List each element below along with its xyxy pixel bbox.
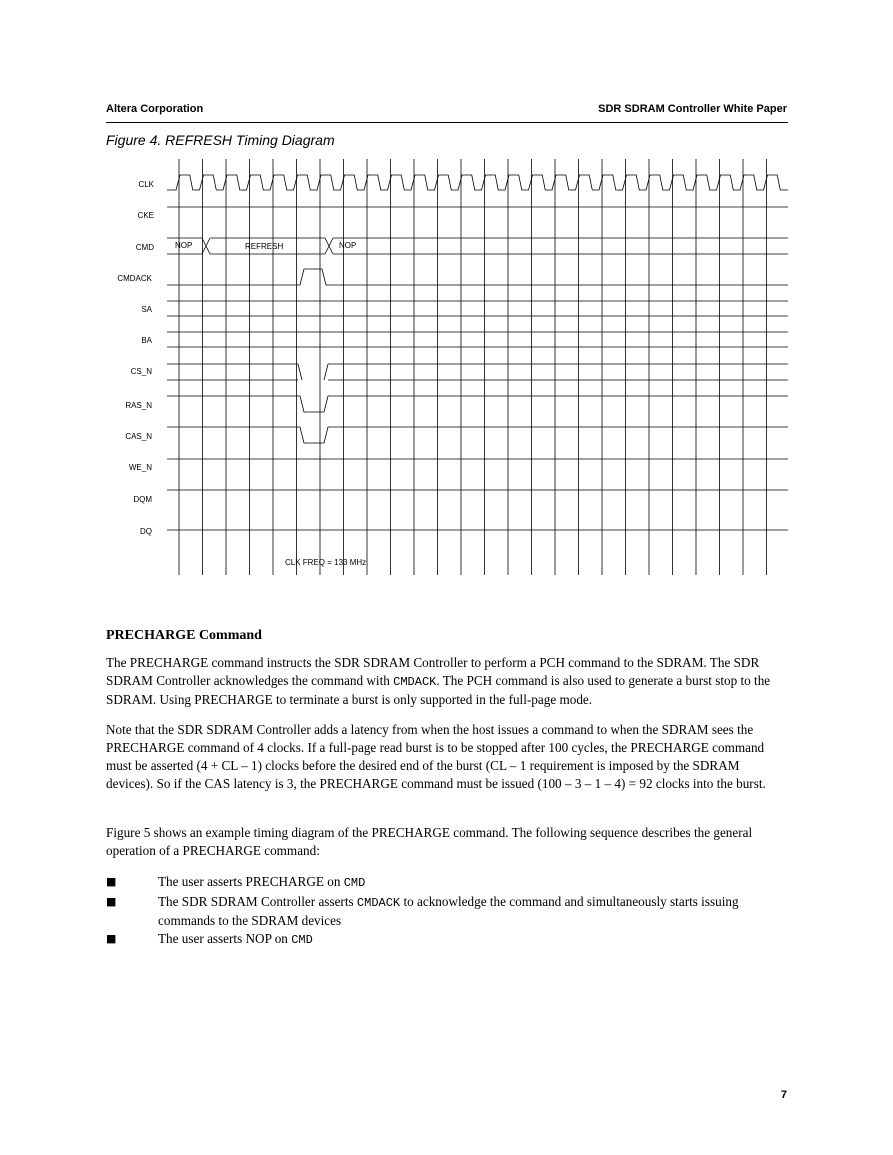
- signal-label-cmdack: CMDACK: [117, 274, 152, 283]
- cmd-transition: [325, 238, 333, 254]
- clock-frequency-label: CLK FREQ = 133 MHz: [285, 558, 367, 567]
- signal-label-sa: SA: [141, 305, 152, 314]
- page-number: 7: [780, 1089, 787, 1101]
- header-doc-title: SDR SDRAM Controller White Paper: [598, 103, 787, 115]
- clk-trace: [167, 175, 788, 190]
- signal-label-cas-n: CAS_N: [125, 432, 152, 441]
- bullet-square-icon: ■: [106, 931, 117, 945]
- paragraph-1: [106, 654, 789, 709]
- signal-label-cke: CKE: [137, 211, 154, 220]
- signal-label-dqm: DQM: [133, 495, 152, 504]
- list-item: [106, 873, 789, 893]
- code-cmdack: CMDACK: [393, 675, 437, 689]
- list-item-code: CMDACK: [356, 895, 401, 910]
- header-company: Altera Corporation: [106, 103, 204, 115]
- paragraph-1-text-b: . The PCH command is also used to generate a burst stop to the SDRAM. Using PRECHARGE to terminate a burst is only supported in the full-page mode.: [106, 673, 771, 707]
- list-item-text: The user asserts PRECHARGE on: [158, 874, 344, 889]
- cs-n-trace: [298, 364, 328, 380]
- cmdack-trace: [167, 269, 788, 285]
- signal-label-we-n: WE_N: [128, 463, 152, 472]
- signal-label-ba: BA: [141, 336, 152, 345]
- cmd-label-refresh: REFRESH: [245, 242, 284, 251]
- paragraph-1-text-a: The PRECHARGE command instructs the SDR SDRAM Controller to perform a PCH command to the SDRAM. The SDR SDRAM Controller acknowledges the command with: [106, 655, 760, 688]
- signal-traces: [167, 175, 788, 530]
- cmd-label-nop-2: NOP: [339, 241, 357, 250]
- figure-title: Figure 4. REFRESH Timing Diagram: [106, 132, 335, 148]
- signal-label-clk: CLK: [138, 180, 154, 189]
- sequence-list: [106, 873, 789, 949]
- signal-label-cmd: CMD: [135, 243, 154, 252]
- paragraph-2: Note that the SDR SDRAM Controller adds a latency from when the host issues a command to when the SDRAM sees the PRECHARGE command of 4 clocks. If a full-page read burst is to be stopped after 100 cycles, the PRECHARGE command must be asserted (4 + CL – 1) clocks before the desired end of the burst (CL – 1 requirement is imposed by the SDRAM devices). So if the CAS latency is 3, the PRECHARGE command must be issued (100 – 3 – 1 – 4) = 92 clocks into the burst.: [106, 722, 766, 791]
- cmd-transition: [202, 238, 210, 254]
- clock-grid-lines: [179, 159, 767, 575]
- list-item-text-end: to acknowledge the command and simultaneously starts issuing commands to the SDRAM devices: [158, 893, 739, 928]
- list-item: [106, 930, 789, 950]
- refresh-timing-diagram: [100, 155, 793, 580]
- signal-label-dq: DQ: [140, 527, 152, 536]
- list-item-text: The user asserts NOP on: [158, 930, 292, 946]
- ras-n-trace: [167, 396, 788, 412]
- signal-label-cs-n: CS_N: [130, 367, 152, 376]
- header-rule: [106, 122, 788, 123]
- list-item-text: The SDR SDRAM Controller asserts: [158, 893, 357, 909]
- section-title: PRECHARGE Command: [106, 628, 262, 643]
- cmd-label-nop-1: NOP: [175, 241, 193, 250]
- list-item-code: CMD: [343, 876, 366, 890]
- list-item: [106, 893, 789, 930]
- cas-n-trace: [167, 427, 788, 443]
- list-item-code: CMD: [291, 932, 313, 947]
- paragraph-3: Figure 5 shows an example timing diagram of the PRECHARGE command. The following sequence describes the general operation of a PRECHARGE command:: [106, 825, 753, 858]
- signal-label-ras-n: RAS_N: [125, 401, 152, 410]
- bullet-square-icon: ■: [106, 894, 117, 908]
- bullet-square-icon: ■: [106, 875, 117, 888]
